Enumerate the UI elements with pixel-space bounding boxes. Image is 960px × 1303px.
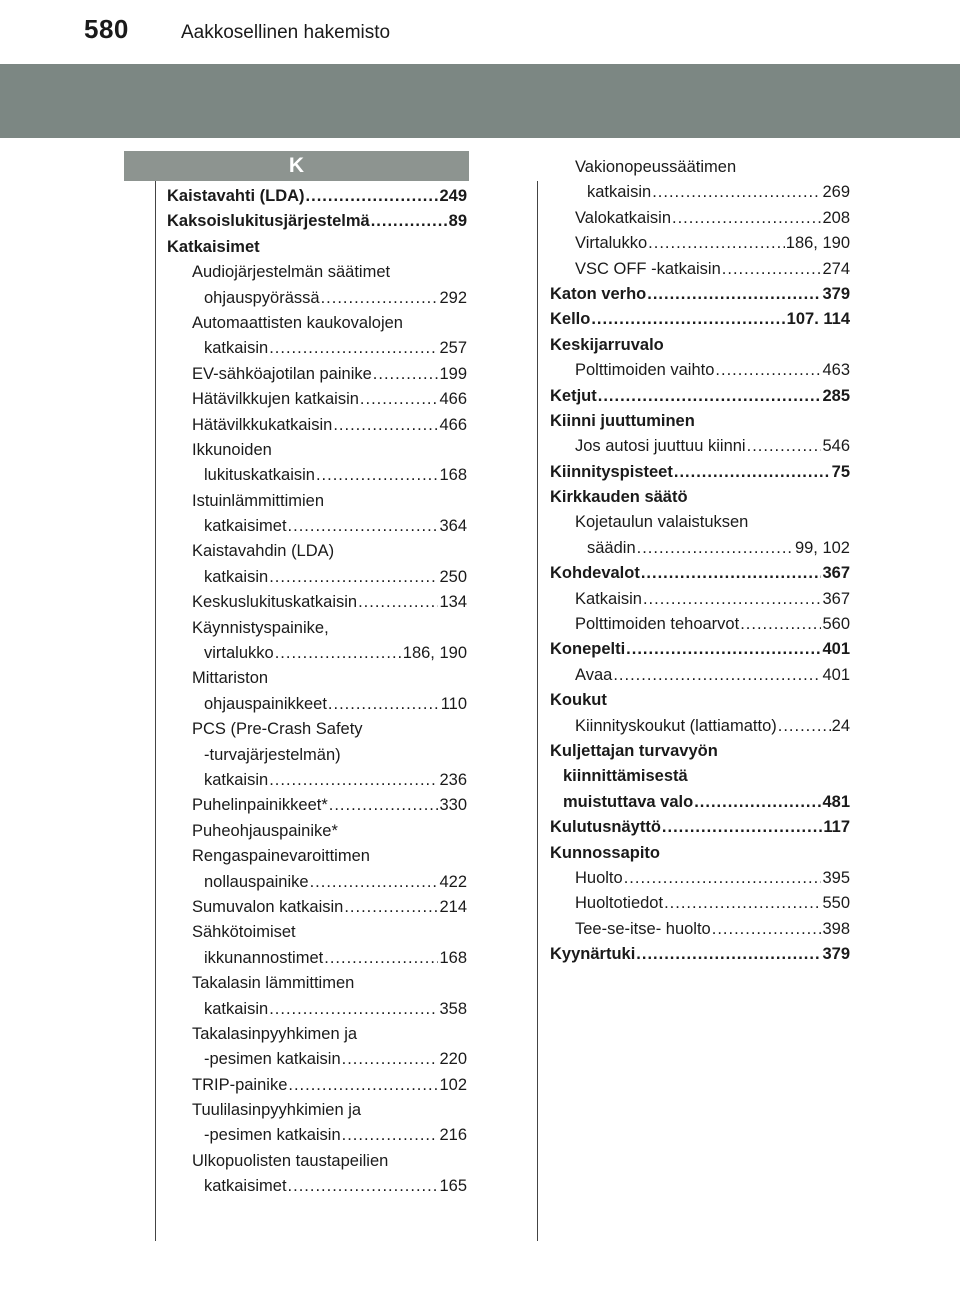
page-title: Aakkosellinen hakemisto	[181, 22, 391, 43]
index-entry-page: 214	[439, 897, 467, 916]
dot-leader	[269, 768, 438, 793]
dot-leader	[637, 536, 794, 561]
index-entry-page: 208	[822, 208, 850, 227]
index-entry-page: 550	[822, 894, 850, 913]
index-entry	[167, 387, 467, 412]
index-entry-text: TRIP-painike	[192, 1075, 288, 1094]
index-entry-text: Katkaisin	[575, 589, 642, 608]
index-entry-text: -pesimen katkaisin	[204, 1050, 341, 1069]
index-entry	[550, 206, 850, 231]
index-entry-text: ikkunannostimet	[204, 948, 324, 967]
index-entry	[167, 514, 467, 539]
index-entry-text: Hätävilkkujen katkaisin	[192, 390, 359, 409]
left-column-rule	[155, 181, 156, 1241]
index-entry-text: Takalasinpyyhkimen ja	[192, 1024, 358, 1043]
index-entry-page: 395	[822, 868, 850, 887]
index-entry	[167, 971, 467, 996]
index-entry	[167, 743, 467, 768]
section-letter-heading: K	[124, 151, 469, 181]
dot-leader	[636, 942, 821, 967]
index-entry-text: Kulutusnäyttö	[550, 818, 661, 837]
index-entry	[550, 307, 850, 332]
index-entry	[167, 793, 467, 818]
index-entry	[167, 362, 467, 387]
index-entry-text: -turvajärjestelmän)	[204, 745, 341, 764]
index-entry	[167, 717, 467, 742]
index-entry	[550, 841, 850, 866]
index-entry	[550, 891, 850, 916]
dot-leader	[626, 637, 821, 662]
index-entry-text: Valokatkaisin	[575, 208, 671, 227]
index-entry-text: Kirkkauden säätö	[550, 488, 688, 507]
dot-leader	[694, 790, 821, 815]
dot-leader	[306, 184, 439, 209]
index-entry-text: nollauspainike	[204, 872, 309, 891]
index-entry	[167, 819, 467, 844]
dot-leader	[373, 362, 439, 387]
index-entry-page: 560	[822, 615, 850, 634]
index-entry	[550, 815, 850, 840]
index-entry	[167, 489, 467, 514]
index-entry-text: Rengaspainevaroittimen	[192, 847, 370, 866]
dot-leader	[371, 209, 448, 234]
index-entry-text: Ulkopuolisten taustapeilien	[192, 1151, 389, 1170]
index-entry-text: Audiojärjestelmän säätimet	[192, 263, 391, 282]
dot-leader	[288, 514, 439, 539]
index-entry	[550, 282, 850, 307]
index-entry-text: Kiinnityspisteet	[550, 462, 673, 481]
dot-leader	[662, 815, 822, 840]
index-entry	[167, 641, 467, 666]
dot-leader	[329, 793, 439, 818]
index-entry-text: Keskuslukituskatkaisin	[192, 593, 358, 612]
index-entry-page: 292	[439, 288, 467, 307]
index-entry	[550, 637, 850, 662]
index-entry-page: 165	[439, 1177, 467, 1196]
dot-leader	[747, 434, 822, 459]
index-entry-text: Konepelti	[550, 640, 626, 659]
index-entry-page: 422	[439, 872, 467, 891]
index-entry-page: 220	[439, 1050, 467, 1069]
index-entry-page: 75	[831, 462, 850, 481]
index-entry-text: Kaistavahdin (LDA)	[192, 542, 335, 561]
index-entry-page: 466	[439, 390, 467, 409]
dot-leader	[740, 612, 821, 637]
index-entry	[550, 917, 850, 942]
index-entry-page: 117	[823, 818, 850, 837]
index-entry-text: kiinnittämisestä	[563, 767, 688, 786]
index-entry-text: Kiinni juuttuminen	[550, 411, 695, 430]
index-entry-text: katkaisin	[204, 567, 269, 586]
index-entry-text: katkaisimet	[204, 517, 287, 536]
index-entry	[550, 561, 850, 586]
index-entry-text: katkaisin	[587, 183, 652, 202]
index-entry-page: 398	[822, 919, 850, 938]
dot-leader	[328, 692, 440, 717]
index-entry	[550, 510, 850, 535]
index-entry	[167, 666, 467, 691]
index-entry-text: Takalasin lämmittimen	[192, 974, 355, 993]
dot-leader	[269, 336, 438, 361]
index-entry-text: katkaisimet	[204, 1177, 287, 1196]
index-entry	[550, 536, 850, 561]
index-entry-text: EV-sähköajotilan painike	[192, 364, 372, 383]
dot-leader	[360, 387, 439, 412]
index-entry	[167, 844, 467, 869]
dot-leader	[324, 946, 438, 971]
index-entry	[550, 688, 850, 713]
dot-leader	[316, 463, 439, 488]
dot-leader	[715, 358, 821, 383]
index-entry	[167, 336, 467, 361]
index-entry-text: katkaisin	[204, 999, 269, 1018]
dot-leader	[641, 561, 822, 586]
index-entry-page: 89	[448, 212, 467, 231]
index-entry-text: Huolto	[575, 868, 623, 887]
index-entry-text: Kuljettajan turvavyön	[550, 741, 718, 760]
header-band	[0, 64, 960, 138]
index-entry-text: Ketjut	[550, 386, 597, 405]
index-entry	[167, 184, 467, 209]
dot-leader	[344, 895, 438, 920]
index-entry-text: Käynnistyspainike,	[192, 618, 329, 637]
index-entry-page: 236	[439, 770, 467, 789]
dot-leader	[342, 1047, 439, 1072]
dot-leader	[722, 257, 822, 282]
index-entry	[550, 333, 850, 358]
index-entry-text: VSC OFF -katkaisin	[575, 259, 721, 278]
dot-leader	[269, 565, 438, 590]
index-entry-page: 367	[822, 564, 850, 583]
index-entry	[167, 1022, 467, 1047]
index-entry-text: Istuinlämmittimien	[192, 491, 325, 510]
index-entry	[550, 257, 850, 282]
index-entry	[550, 155, 850, 180]
index-entry-text: Tuulilasinpyyhkimien ja	[192, 1101, 362, 1120]
index-entry	[550, 663, 850, 688]
index-entry	[167, 413, 467, 438]
index-entry-text: Katon verho	[550, 284, 647, 303]
dot-leader	[598, 384, 822, 409]
index-entry-text: Keskijarruvalo	[550, 335, 664, 354]
index-entry-page: 216	[439, 1126, 467, 1145]
index-entry-text: katkaisin	[204, 339, 269, 358]
index-entry-text: Koukut	[550, 691, 607, 710]
index-entry	[167, 1073, 467, 1098]
index-entry-text: -pesimen katkaisin	[204, 1126, 341, 1145]
index-entry-text: säädin	[587, 538, 636, 557]
dot-leader	[652, 180, 821, 205]
dot-leader	[672, 206, 821, 231]
index-entry	[167, 565, 467, 590]
index-entry-text: Tee-se-itse- huolto	[575, 919, 711, 938]
index-entry	[550, 384, 850, 409]
index-entry-text: muistuttava valo	[563, 792, 694, 811]
index-entry-text: Kunnossapito	[550, 843, 660, 862]
index-entry-text: Virtalukko	[575, 234, 648, 253]
index-entry-text: Kello	[550, 310, 591, 329]
index-entry	[167, 692, 467, 717]
index-entry-text: Sähkötoimiset	[192, 923, 296, 942]
index-entry	[167, 895, 467, 920]
index-entry	[167, 260, 467, 285]
dot-leader	[288, 1073, 438, 1098]
dot-leader	[778, 714, 831, 739]
index-entry-page: 269	[822, 183, 850, 202]
index-entry-text: ohjauspainikkeet	[204, 694, 327, 713]
index-entry	[167, 1149, 467, 1174]
dot-leader	[591, 307, 785, 332]
index-entry-page: 546	[822, 437, 850, 456]
index-entry-page: 401	[822, 640, 850, 659]
index-entry-text: Kojetaulun valaistuksen	[575, 513, 749, 532]
index-entry-page: 481	[822, 792, 850, 811]
dot-leader	[310, 870, 439, 895]
dot-leader	[333, 413, 438, 438]
index-entry-page: 274	[822, 259, 850, 278]
dot-leader	[712, 917, 822, 942]
dot-leader	[358, 590, 438, 615]
index-entry	[550, 714, 850, 739]
index-entry-text: ohjauspyörässä	[204, 288, 320, 307]
index-entry	[167, 311, 467, 336]
index-column-right	[550, 155, 850, 968]
index-entry-text: Sumuvalon katkaisin	[192, 897, 344, 916]
index-entry	[550, 866, 850, 891]
index-entry	[167, 590, 467, 615]
index-entry-text: Polttimoiden tehoarvot	[575, 615, 740, 634]
index-entry	[550, 434, 850, 459]
index-entry-page: 379	[822, 945, 850, 964]
dot-leader	[269, 997, 438, 1022]
index-entry	[167, 1174, 467, 1199]
dot-leader	[613, 663, 821, 688]
index-entry-page: 102	[439, 1075, 467, 1094]
index-entry-page: 99, 102	[794, 538, 850, 557]
index-entry	[550, 612, 850, 637]
index-entry-text: Vakionopeussäätimen	[575, 158, 737, 176]
index-entry	[167, 438, 467, 463]
index-entry	[550, 358, 850, 383]
index-entry-page: 401	[822, 665, 850, 684]
page-number: 580	[84, 14, 129, 44]
index-entry-text: Kiinnityskoukut (lattiamatto)	[575, 716, 777, 735]
index-entry-text: Jos autosi juuttuu kiinni	[575, 437, 746, 456]
index-entry	[167, 997, 467, 1022]
index-entry	[550, 231, 850, 256]
dot-leader	[288, 1174, 439, 1199]
index-entry-text: lukituskatkaisin	[204, 466, 315, 485]
index-entry-text: Avaa	[575, 665, 613, 684]
index-entry	[167, 1123, 467, 1148]
index-entry-page: 285	[822, 386, 850, 405]
index-entry-page: 330	[439, 796, 467, 815]
index-entry-text: Kohdevalot	[550, 564, 640, 583]
dot-leader	[643, 587, 822, 612]
dot-leader	[275, 641, 402, 666]
index-entry	[550, 460, 850, 485]
index-entry-page: 186, 190	[785, 234, 850, 253]
index-entry	[167, 209, 467, 234]
index-entry-page: 249	[439, 187, 467, 205]
index-entry-text: Ikkunoiden	[192, 440, 272, 459]
dot-leader	[648, 231, 785, 256]
index-entry	[550, 409, 850, 434]
index-entry-text: Puheohjauspainike*	[192, 821, 338, 840]
index-entry	[167, 539, 467, 564]
index-entry-page: 24	[831, 716, 850, 735]
index-entry-text: Huoltotiedot	[575, 894, 664, 913]
index-entry	[167, 870, 467, 895]
index-entry	[167, 616, 467, 641]
index-entry-text: Katkaisimet	[167, 237, 260, 256]
index-entry	[167, 463, 467, 488]
index-entry-page: 463	[822, 361, 850, 380]
index-entry-page: 358	[439, 999, 467, 1018]
index-entry-text: Mittariston	[192, 669, 269, 688]
index-entry-text: Hätävilkkukatkaisin	[192, 415, 333, 434]
index-entry	[550, 764, 850, 789]
index-entry-text: Kaistavahti (LDA)	[167, 187, 305, 205]
index-entry	[167, 768, 467, 793]
dot-leader	[624, 866, 822, 891]
index-entry-text: Puhelinpainikkeet*	[192, 796, 328, 815]
index-entry-page: 364	[439, 517, 467, 536]
index-entry	[167, 235, 467, 260]
index-entry	[167, 1047, 467, 1072]
index-entry-page: 134	[439, 593, 467, 612]
index-entry	[167, 946, 467, 971]
index-entry-page: 250	[439, 567, 467, 586]
right-column-rule	[537, 181, 538, 1241]
dot-leader	[664, 891, 821, 916]
index-entry-text: PCS (Pre-Crash Safety	[192, 720, 363, 739]
index-entry-page: 110	[440, 694, 467, 713]
index-entry-page: 367	[822, 589, 850, 608]
index-entry-page: 168	[439, 948, 467, 967]
index-entry-page: 466	[439, 415, 467, 434]
index-entry	[550, 942, 850, 967]
index-entry-page: 168	[439, 466, 467, 485]
index-entry-text: virtalukko	[204, 644, 274, 663]
dot-leader	[674, 460, 831, 485]
index-entry	[167, 1098, 467, 1123]
index-entry	[167, 920, 467, 945]
index-entry-text: Polttimoiden vaihto	[575, 361, 715, 380]
index-entry-text: Automaattisten kaukovalojen	[192, 313, 403, 332]
index-entry	[550, 739, 850, 764]
index-entry	[550, 587, 850, 612]
index-entry	[550, 485, 850, 510]
index-entry-text: Kyynärtuki	[550, 945, 636, 964]
index-column-left	[167, 184, 467, 1200]
dot-leader	[321, 286, 439, 311]
index-entry-page: 107. 114	[786, 310, 850, 329]
index-entry	[167, 286, 467, 311]
index-entry-text: Kaksoislukitusjärjestelmä	[167, 212, 370, 231]
dot-leader	[647, 282, 821, 307]
index-entry-page: 379	[822, 284, 850, 303]
index-entry-text: katkaisin	[204, 770, 269, 789]
index-entry-page: 257	[439, 339, 467, 358]
index-entry	[550, 180, 850, 205]
page-header	[0, 0, 960, 64]
index-entry	[550, 790, 850, 815]
index-entry-page: 199	[439, 364, 467, 383]
index-entry-page: 186, 190	[402, 644, 467, 663]
dot-leader	[342, 1123, 439, 1148]
